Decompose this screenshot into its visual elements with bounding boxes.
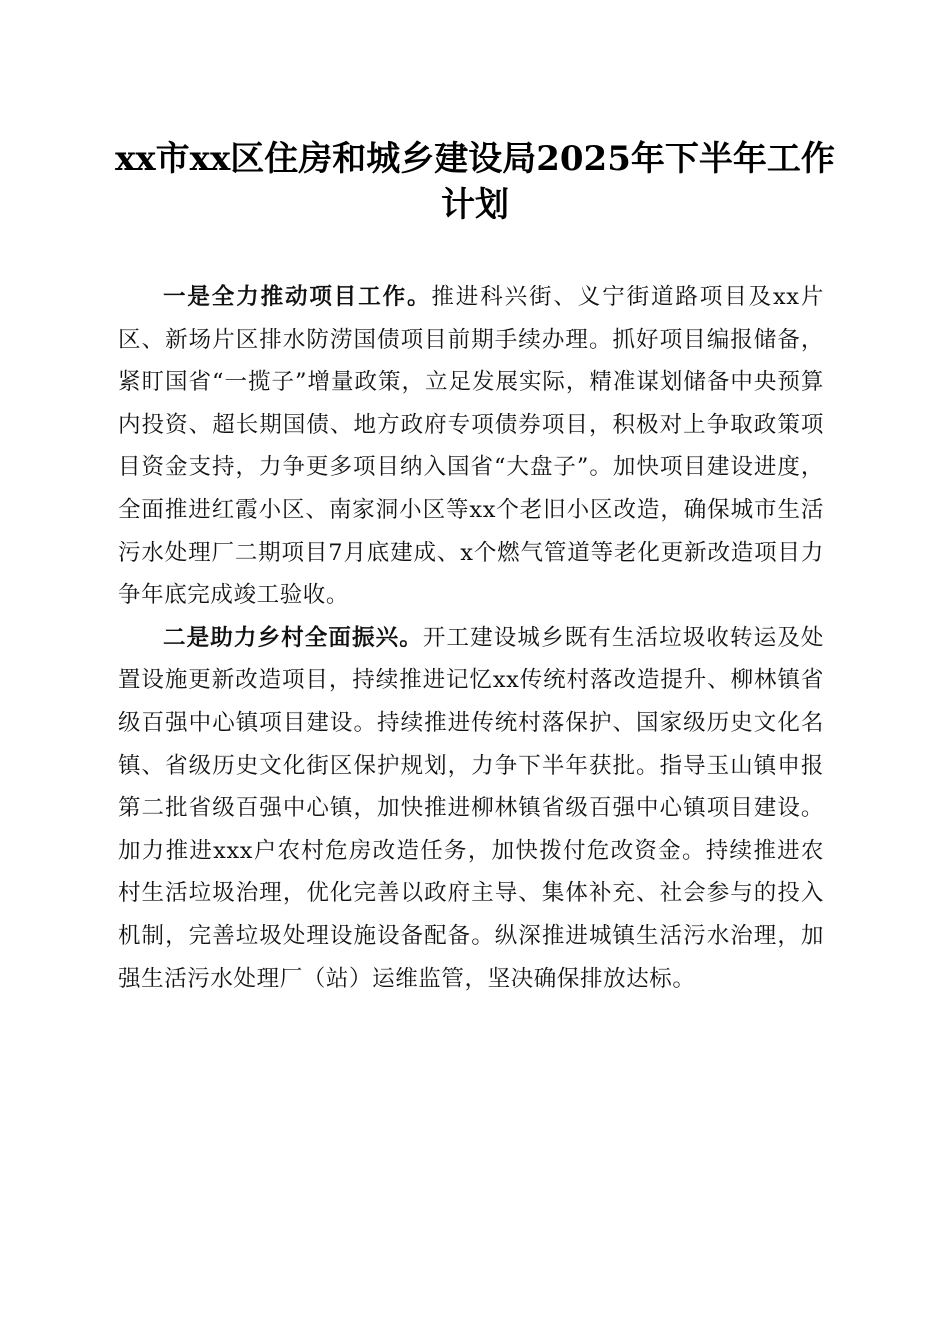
paragraph-rural-revitalization (118, 617, 824, 1000)
paragraph-project-work (118, 276, 824, 617)
paragraph-lead: 一是全力推动项目工作。 (163, 284, 432, 310)
paragraph-lead: 二是助力乡村全面振兴。 (163, 624, 423, 651)
paragraph-text: 开工建设城乡既有生活垃圾收转运及处置设施更新改造项目，持续推进记忆xx传统村落改造提升、柳林镇省级百强中心镇项目建设。持续推进传统村落保护、国家级历史文化名镇、省级历史文化街区保护规划，力争下半年获批。指导玉山镇申报第二批省级百强中心镇，加快推进柳林镇省级百强中心镇项目建设。加力推进xxx户农村危房改造任务，加快拨付危改资金。持续推进农村生活垃圾治理，优化完善以政府主导、集体补充、社会参与的投入机制，完善垃圾处理设施设备配备。纵深推进城镇生活污水治理，加强生活污水处理厂（站）运维监管，坚决确保排放达标。 (118, 624, 824, 992)
document-body (118, 276, 824, 1000)
paragraph-text: 推进科兴街、义宁街道路项目及xx片区、新场片区排水防涝国债项目前期手续办理。抓好项目编报储备，紧盯国省“一揽子”增量政策，立足发展实际，精准谋划储备中央预算内投资、超长期国债、地方政府专项债券项目，积极对上争取政策项目资金支持，力争更多项目纳入国省“大盘子”。加快项目建设进度，全面推进红霞小区、南家洞小区等xx个老旧小区改造，确保城市生活污水处理厂二期项目7月底建成、x个燃气管道等老化更新改造项目力争年底完成竣工验收。 (118, 284, 824, 609)
document-title: xx市xx区住房和城乡建设局2025年下半年工作计划 (115, 139, 835, 225)
